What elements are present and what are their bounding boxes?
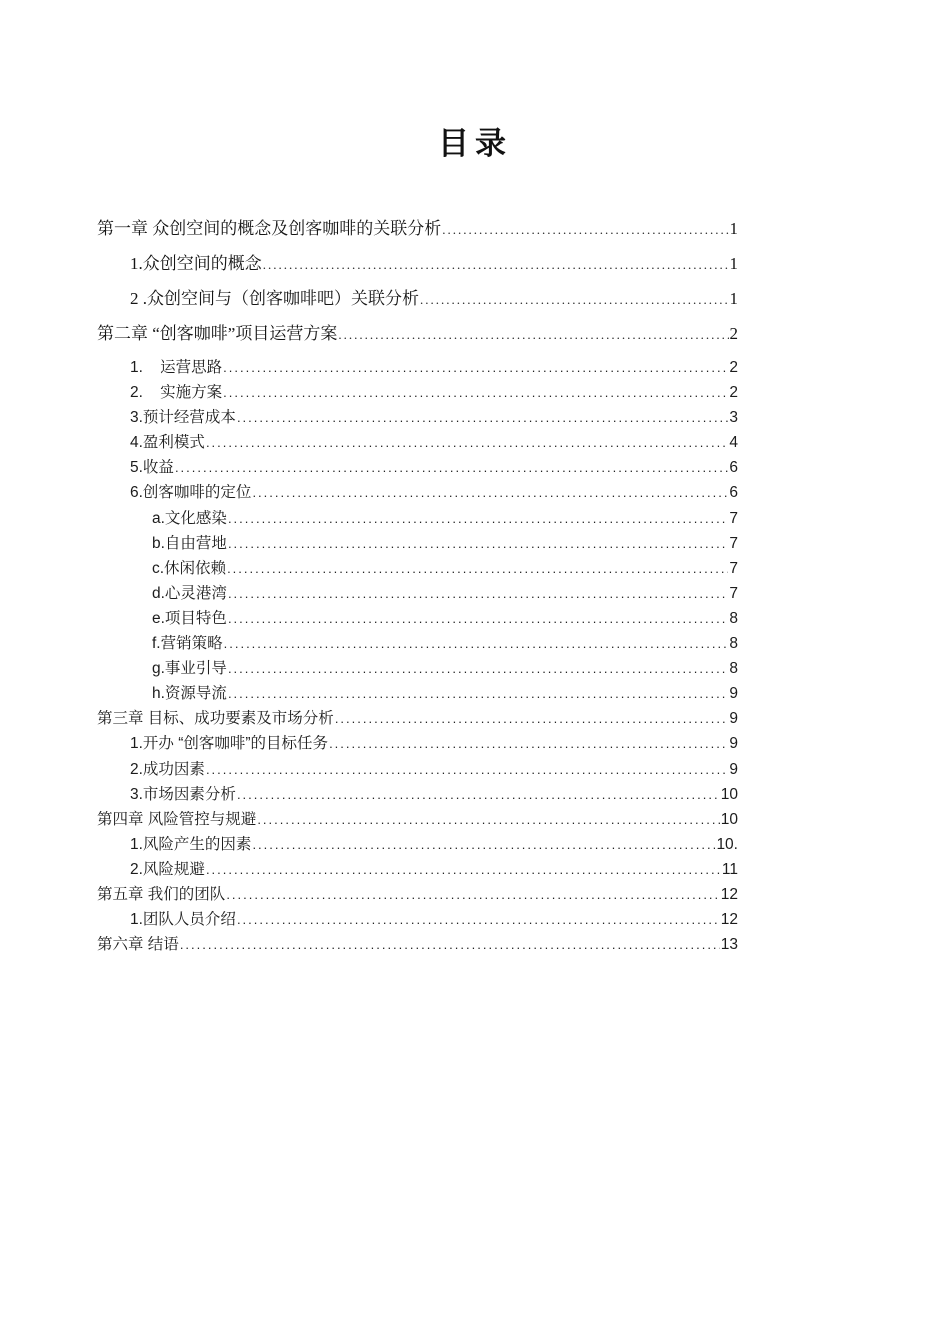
toc-entry-page: 10 [720, 785, 738, 803]
toc-entry-text: a.文化感染 [152, 509, 227, 527]
dot-leader [228, 610, 728, 628]
toc-entry [152, 585, 738, 603]
toc-entry-text: 1.开办 “创客咖啡”的目标任务 [130, 735, 329, 753]
toc-entry-page: 1 [729, 289, 738, 308]
dot-leader [228, 535, 728, 553]
toc-entry-page: 9 [729, 685, 738, 703]
toc-entry-page: 6 [729, 459, 738, 477]
dot-leader [227, 560, 728, 578]
dot-leader [206, 861, 721, 879]
toc-entry-page: 8 [729, 609, 738, 627]
toc-entry-text: f.营销策略 [152, 635, 223, 653]
toc-entry-text: 第五章 我们的团队 [97, 885, 226, 903]
toc-entry-text: 1.风险产生的因素 [130, 835, 252, 853]
dot-leader [224, 635, 729, 653]
toc-entry-page: 2 [729, 359, 738, 376]
dot-leader [228, 510, 728, 528]
toc-entry [130, 434, 738, 452]
toc-entry-page: 1 [729, 219, 738, 238]
toc-entry [97, 811, 738, 829]
toc-entry-text: 第六章 结语 [97, 936, 179, 954]
toc-entry-text: 2.风险规避 [130, 860, 205, 878]
toc-entry-page: 7 [729, 559, 738, 577]
toc-entry-text: 第三章 目标、成功要素及市场分析 [97, 710, 334, 728]
toc-entry-text: 1.团队人员介绍 [130, 911, 236, 929]
toc-entry [130, 786, 738, 804]
toc-entry [97, 886, 738, 904]
toc-entry [130, 861, 738, 879]
toc-entry-text: 2 .众创空间与（创客咖啡吧）关联分析 [130, 289, 419, 308]
toc-entry [152, 510, 738, 528]
toc-entry-page: 12 [720, 911, 738, 929]
dot-leader [228, 660, 728, 678]
toc-entry-text: 6.创客咖啡的定位 [130, 484, 252, 502]
toc-entry-text: h.资源导流 [152, 685, 227, 703]
toc-entry [130, 409, 738, 427]
toc-entry-text: 1. 运营思路 [130, 359, 223, 376]
toc-entry [130, 459, 738, 477]
toc-entry-text: e.项目特色 [152, 609, 227, 627]
toc-entry-text: 第一章 众创空间的概念及创客咖啡的关联分析 [97, 219, 442, 238]
toc-entry [97, 710, 738, 728]
page-title: 目录 [438, 126, 512, 161]
toc-entry [130, 911, 738, 929]
toc-entry-page: 7 [729, 509, 738, 527]
toc-entry-page: 3 [729, 409, 738, 427]
toc-entry-page: 2 [729, 324, 738, 343]
toc-entry-page: 10. [716, 835, 738, 853]
dot-leader [228, 685, 728, 703]
toc-entry-page: 1 [729, 254, 738, 273]
dot-leader [420, 290, 729, 310]
toc-entry [152, 635, 738, 653]
toc-entry [97, 936, 738, 954]
toc-entry-page: 4 [729, 434, 738, 452]
toc-entry-page: 9 [729, 710, 738, 728]
dot-leader [252, 484, 728, 502]
toc-entry [152, 685, 738, 703]
toc-list [97, 219, 738, 954]
toc-entry [130, 254, 738, 275]
toc-entry-text: 3.市场因素分析 [130, 785, 236, 803]
dot-leader [237, 409, 728, 427]
toc-entry-text: d.心灵港湾 [152, 584, 227, 602]
toc-entry-text: 第四章 风险管控与规避 [97, 810, 257, 828]
toc-entry-text: g.事业引导 [152, 660, 227, 678]
toc-entry-page: 9 [729, 735, 738, 753]
toc-entry-page: 2 [729, 384, 738, 402]
toc-entry-page: 12 [720, 885, 738, 903]
toc-entry-text: b.自由营地 [152, 534, 227, 552]
toc-entry [152, 560, 738, 578]
dot-leader [329, 735, 728, 753]
toc-entry [152, 610, 738, 628]
dot-leader [228, 585, 728, 603]
toc-entry-page: 7 [729, 584, 738, 602]
toc-entry [97, 219, 738, 240]
toc-entry [130, 384, 738, 402]
toc-entry-text: 2.成功因素 [130, 760, 205, 778]
dot-leader [442, 220, 728, 240]
dot-leader [223, 359, 728, 377]
toc-entry-text: 3.预计经营成本 [130, 409, 236, 427]
dot-leader [252, 836, 715, 854]
dot-leader [223, 384, 728, 402]
toc-entry [130, 735, 738, 753]
toc-entry-page: 7 [729, 534, 738, 552]
dot-leader [338, 325, 728, 345]
toc-entry [152, 535, 738, 553]
dot-leader [175, 459, 728, 477]
toc-entry-page: 13 [720, 936, 738, 954]
toc-entry-page: 9 [729, 760, 738, 778]
toc-entry-page: 8 [729, 635, 738, 653]
dot-leader [226, 886, 719, 904]
toc-entry-text: 2. 实施方案 [130, 384, 223, 402]
toc-entry [130, 761, 738, 779]
toc-entry-page: 10 [720, 810, 738, 828]
toc-entry-text: 第二章 “创客咖啡”项目运营方案 [97, 324, 338, 343]
dot-leader [257, 811, 719, 829]
toc-entry [130, 289, 738, 310]
dot-leader [237, 786, 720, 804]
toc-entry [152, 660, 738, 678]
toc-entry-text: 4.盈利模式 [130, 434, 205, 452]
toc-entry-text: 1.众创空间的概念 [130, 254, 262, 273]
toc-entry-text: c.休闲依赖 [152, 559, 227, 577]
dot-leader [206, 761, 728, 779]
dot-leader [263, 255, 729, 275]
toc-entry-page: 6 [729, 484, 738, 502]
toc-entry [130, 836, 738, 854]
toc-entry [130, 484, 738, 502]
toc-entry-page: 8 [729, 660, 738, 678]
dot-leader [335, 710, 729, 728]
toc-entry-text: 5.收益 [130, 459, 174, 477]
dot-leader [180, 936, 720, 954]
dot-leader [237, 911, 720, 929]
toc-entry [130, 359, 738, 377]
toc-entry-page: 11 [721, 860, 738, 878]
dot-leader [206, 434, 728, 452]
toc-entry [97, 324, 738, 345]
